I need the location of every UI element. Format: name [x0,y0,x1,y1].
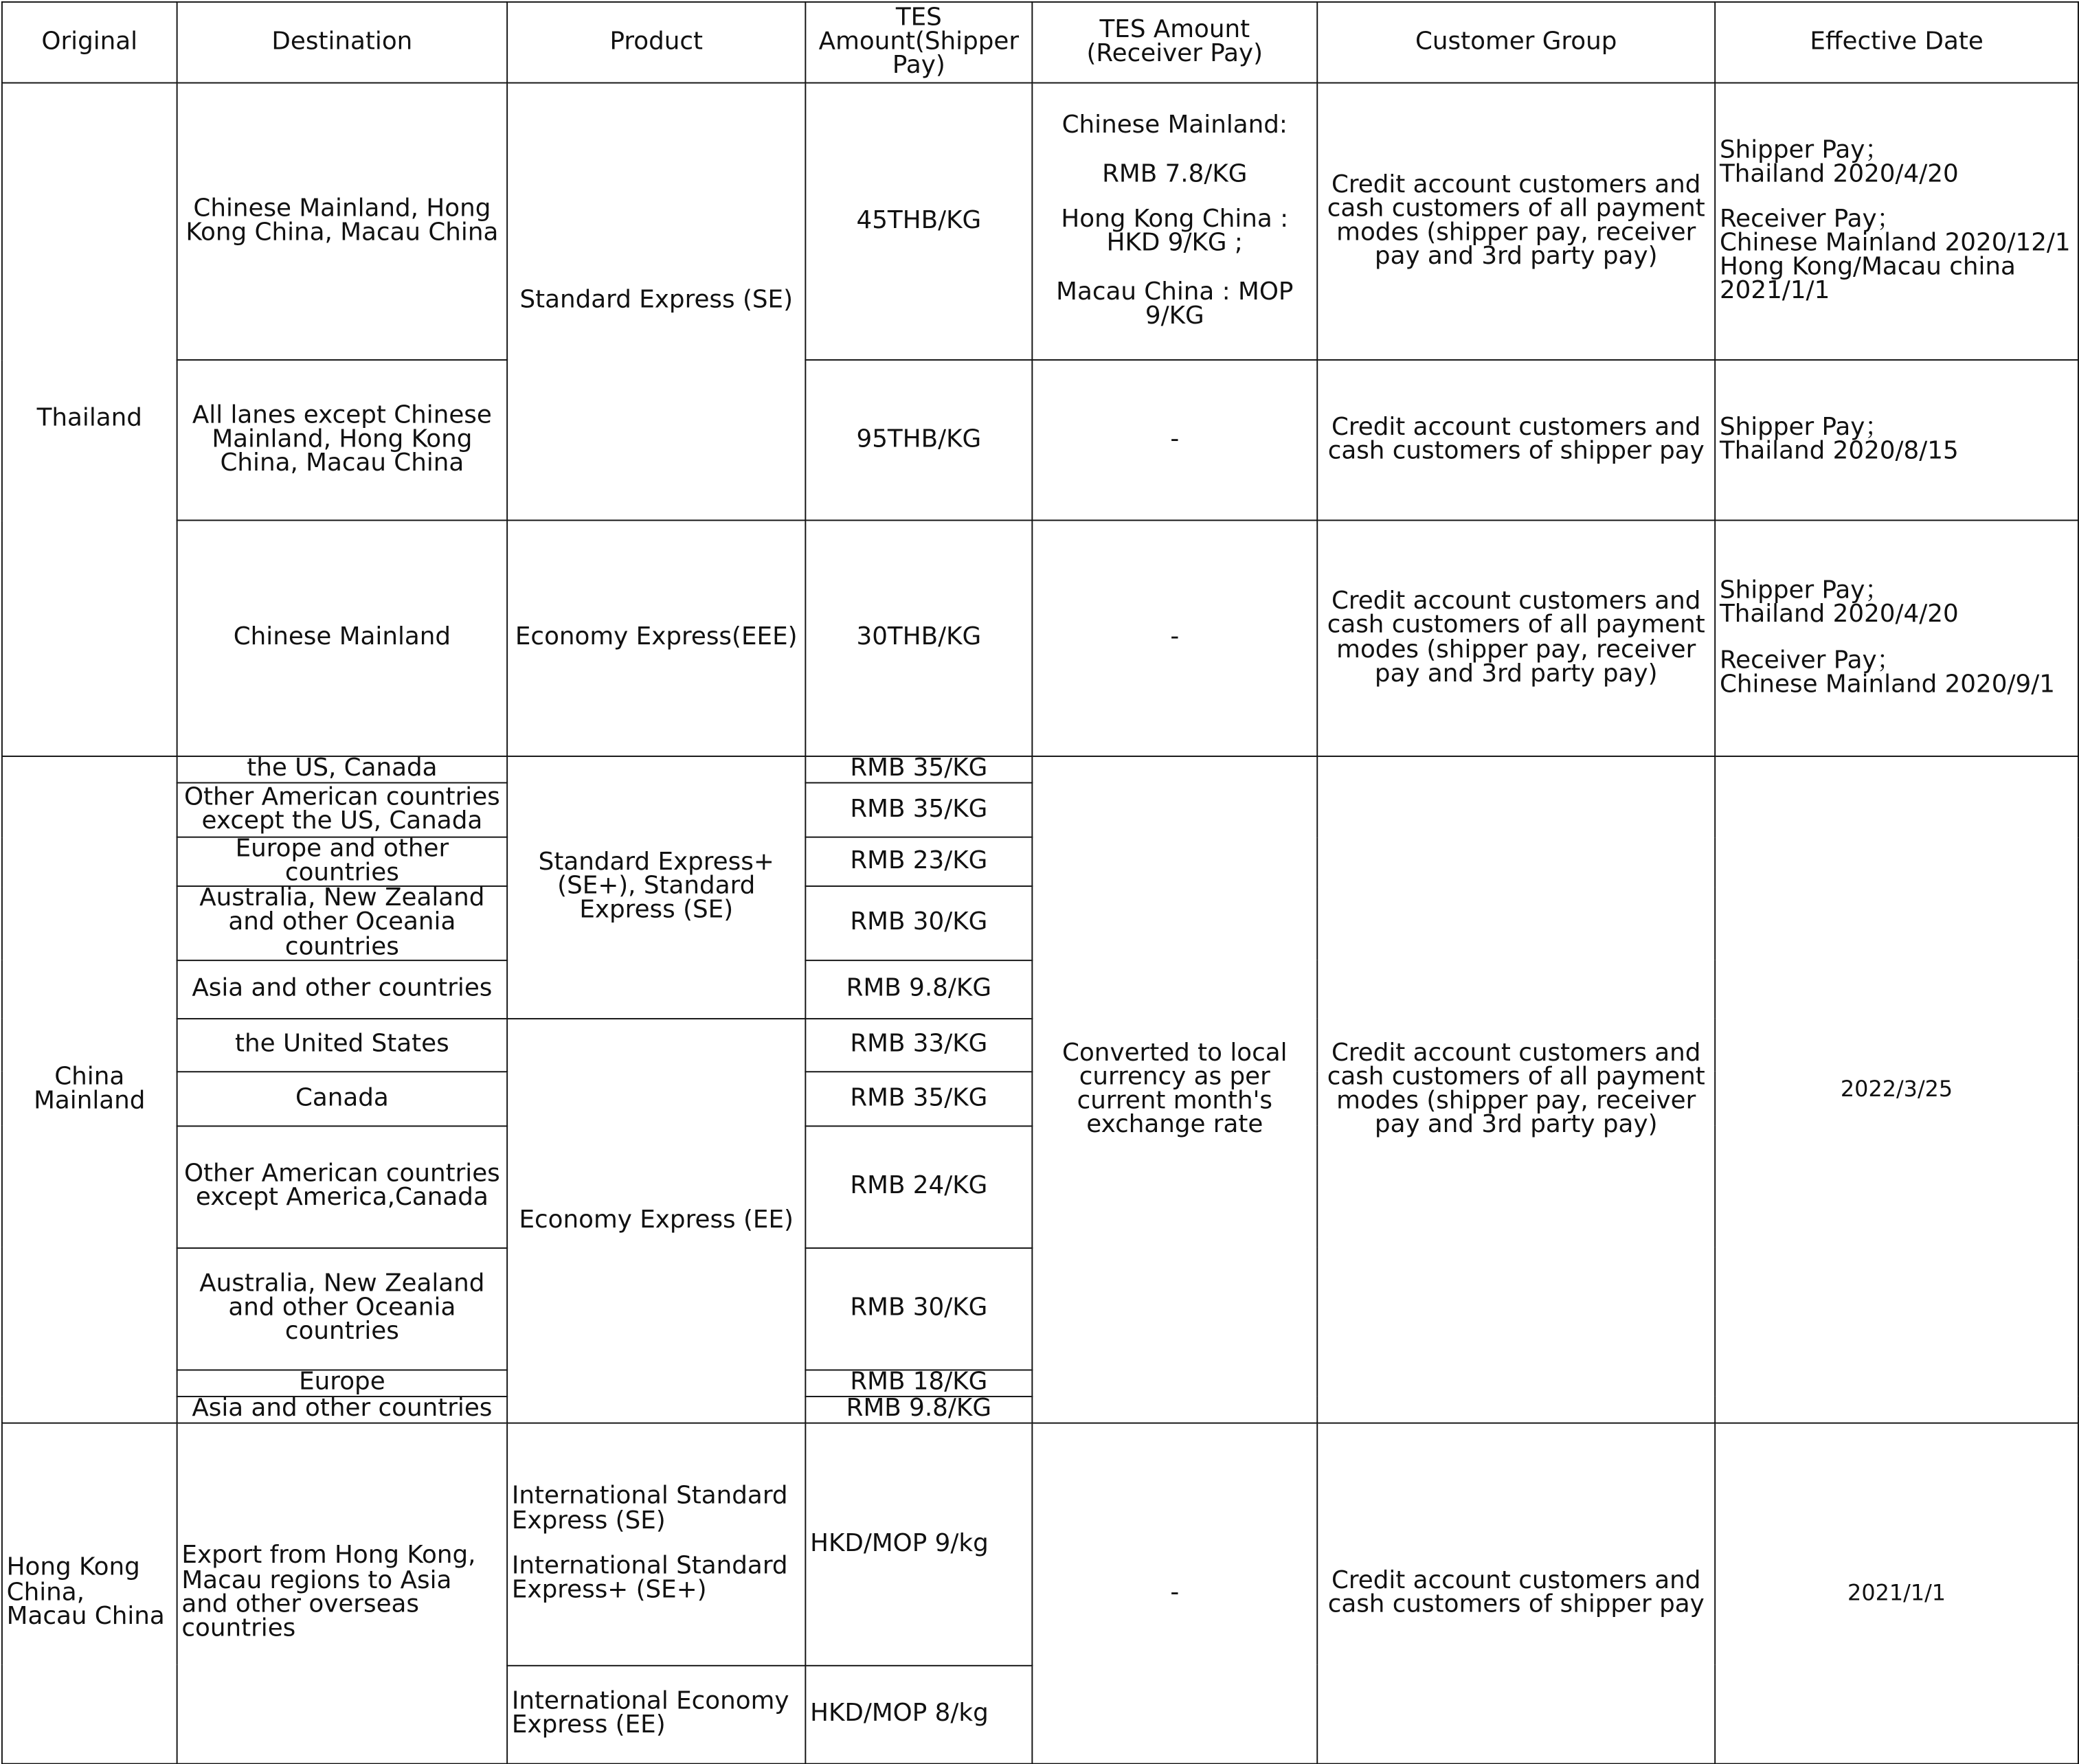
header-row [2,2,2078,83]
receiver-amount-cell: - [1032,360,1317,521]
destination-cell: Australia, New Zealand and other Oceania countries [177,1247,508,1370]
effective-date-cell [1715,83,2078,360]
effective-receiver-date: Chinese Mainland 2020/12/1 [1719,229,2071,258]
effective-shipper-label: Shipper Pay； [1719,413,1890,442]
receiver-amount-cell: Converted to local currency as per current month's exchange rate [1032,756,1317,1423]
destination-cell: Chinese Mainland [177,520,508,756]
tes-surcharge-table [1,1,2079,1764]
shipper-amount-cell: RMB 24/KG [805,1126,1032,1248]
header-original: Original [2,2,177,83]
effective-shipper-label: Shipper Pay； [1719,576,1890,605]
receiver-mainland: RMB 7.8/KG [1102,160,1248,188]
receiver-amount-cell [1032,83,1317,360]
destination-cell: Canada [177,1072,508,1126]
product-cell [507,1423,805,1665]
shipper-amount-cell: 30THB/KG [805,520,1032,756]
shipper-amount-cell: RMB 35/KG [805,783,1032,837]
effective-receiver-label: Receiver Pay； [1719,205,1902,234]
shipper-amount-cell: RMB 18/KG [805,1370,1032,1396]
origin-thailand: Thailand [2,83,177,756]
shipper-amount-cell: RMB 30/KG [805,887,1032,960]
shipper-amount-cell: RMB 9.8/KG [805,1396,1032,1423]
header-tes-shipper: TES Amount(Shipper Pay) [805,2,1032,83]
table-row [2,360,2078,521]
header-tes-receiver-line-1: TES Amount [1099,15,1250,44]
header-customer-group: Customer Group [1317,2,1715,83]
origin-china-mainland: China Mainland [2,756,177,1423]
receiver-label: Chinese Mainland: [1061,111,1288,139]
destination-cell: Australia, New Zealand and other Oceania countries [177,887,508,960]
effective-shipper-date: Thailand 2020/4/20 [1719,160,1959,188]
shipper-amount-cell: RMB 35/KG [805,1072,1032,1126]
destination-cell: the United States [177,1018,508,1071]
effective-date-cell: 2021/1/1 [1715,1423,2078,1763]
destination-cell: Asia and other countries [177,1396,508,1423]
header-effective-date: Effective Date [1715,2,2078,83]
destination-cell: the US, Canada [177,756,508,783]
destination-cell: Asia and other countries [177,960,508,1018]
product-cell: Economy Express(EEE) [507,520,805,756]
table-row [2,520,2078,756]
destination-cell: Europe and other countries [177,837,508,887]
effective-shipper-date: Thailand 2020/4/20 [1719,600,1959,629]
destination-cell: Europe [177,1370,508,1396]
shipper-amount-cell: RMB 33/KG [805,1018,1032,1071]
product-se-plus: International Standard Express+ (SE+) [511,1552,788,1604]
receiver-amount-cell: - [1032,1423,1317,1763]
origin-hong-kong-macau: Hong Kong China, Macau China [2,1423,177,1763]
table-row [2,1423,2078,1665]
product-cell: Standard Express+ (SE+), Standard Express (SE) [507,756,805,1018]
effective-shipper-date: Thailand 2020/8/15 [1719,437,1959,466]
header-product: Product [507,2,805,83]
effective-receiver-date: Hong Kong/Macau china 2021/1/1 [1719,253,2016,306]
table-row [2,83,2078,360]
shipper-amount-cell: 45THB/KG [805,83,1032,360]
product-se: International Standard Express (SE) [511,1482,788,1535]
customer-group-cell: Credit account customers and cash customers of all payment modes (shipper pay, receiver pay and 3rd party pay) [1317,83,1715,360]
customer-group-cell: Credit account customers and cash customers of all payment modes (shipper pay, receiver pay and 3rd party pay) [1317,520,1715,756]
customer-group-cell: Credit account customers and cash customers of shipper pay [1317,1423,1715,1763]
receiver-macau: Macau China : MOP 9/KG [1056,278,1294,331]
destination-cell: Other American countries except the US, Canada [177,783,508,837]
destination-cell: Export from Hong Kong, Macau regions to Asia and other overseas countries [177,1423,508,1763]
header-destination: Destination [177,2,508,83]
table-row [2,756,2078,783]
customer-group-cell: Credit account customers and cash customers of all payment modes (shipper pay, receiver pay and 3rd party pay) [1317,756,1715,1423]
effective-date-cell [1715,520,2078,756]
destination-cell: Other American countries except America,Canada [177,1126,508,1248]
header-tes-receiver [1032,2,1317,83]
effective-receiver-label: Receiver Pay； [1719,646,1902,675]
receiver-amount-cell: - [1032,520,1317,756]
shipper-amount-cell: 95THB/KG [805,360,1032,521]
effective-date-cell: 2022/3/25 [1715,756,2078,1423]
shipper-amount-cell: RMB 23/KG [805,837,1032,887]
effective-date-cell [1715,360,2078,521]
receiver-hongkong: Hong Kong China : HKD 9/KG ; [1061,205,1289,258]
customer-group-cell: Credit account customers and cash customers of shipper pay [1317,360,1715,521]
shipper-amount-cell: RMB 9.8/KG [805,960,1032,1018]
destination-cell: All lanes except Chinese Mainland, Hong Kong China, Macau China [177,360,508,521]
effective-receiver-date: Chinese Mainland 2020/9/1 [1719,670,2055,699]
product-cell: Standard Express (SE) [507,83,805,521]
shipper-amount-cell: RMB 30/KG [805,1247,1032,1370]
effective-shipper-label: Shipper Pay； [1719,136,1890,164]
product-cell: International Economy Express (EE) [507,1665,805,1763]
destination-cell: Chinese Mainland, Hong Kong China, Macau China [177,83,508,360]
product-cell: Economy Express (EE) [507,1018,805,1423]
shipper-amount-cell: HKD/MOP 8/kg [805,1665,1032,1763]
shipper-amount-cell: HKD/MOP 9/kg [805,1423,1032,1665]
shipper-amount-cell: RMB 35/KG [805,756,1032,783]
header-tes-receiver-line-2: (Receiver Pay) [1086,39,1263,68]
